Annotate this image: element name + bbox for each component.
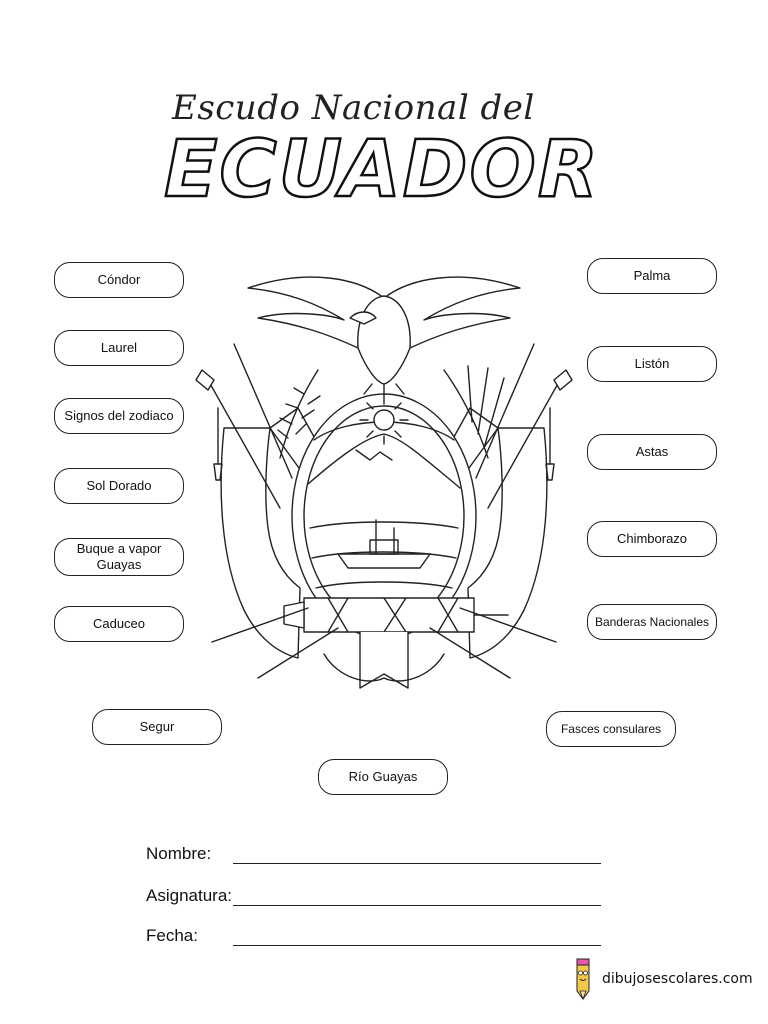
label-steamship-guayas: Buque a vapor Guayas (54, 538, 184, 576)
footer-brand (568, 956, 758, 1002)
page-title (0, 124, 768, 214)
label-national-flags: Banderas Nacionales (587, 604, 717, 640)
form-date-label: Fecha: (146, 926, 198, 945)
label-guayas-river: Río Guayas (318, 759, 448, 795)
label-zodiac-signs: Signos del zodiaco (54, 398, 184, 434)
form-subject-line (233, 891, 601, 906)
label-ribbon: Listón (587, 346, 717, 382)
form-name-label: Nombre: (146, 844, 212, 863)
form-date-line (233, 931, 601, 946)
label-axe: Segur (92, 709, 222, 745)
label-golden-sun: Sol Dorado (54, 468, 184, 504)
label-palm: Palma (587, 258, 717, 294)
label-condor: Cóndor (54, 262, 184, 298)
label-chimborazo: Chimborazo (587, 521, 717, 557)
label-laurel: Laurel (54, 330, 184, 366)
form-date-row (146, 926, 601, 946)
label-consular-fasces: Fasces consulares (546, 711, 676, 747)
form-subject-label: Asignatura: (146, 886, 232, 905)
form-name-line (233, 849, 601, 864)
label-caduceus: Caduceo (54, 606, 184, 642)
brand-name: dibujosescolares.com (602, 971, 753, 987)
page-title-text: ECUADOR (164, 125, 600, 214)
form-subject-row (146, 886, 601, 906)
form-name-row (146, 844, 601, 864)
label-flagpoles: Astas (587, 434, 717, 470)
title-subtitle: Escudo Nacional del (172, 88, 535, 128)
ecuador-coat-of-arms-icon (188, 258, 580, 708)
pencil-mascot-icon (568, 957, 598, 1001)
